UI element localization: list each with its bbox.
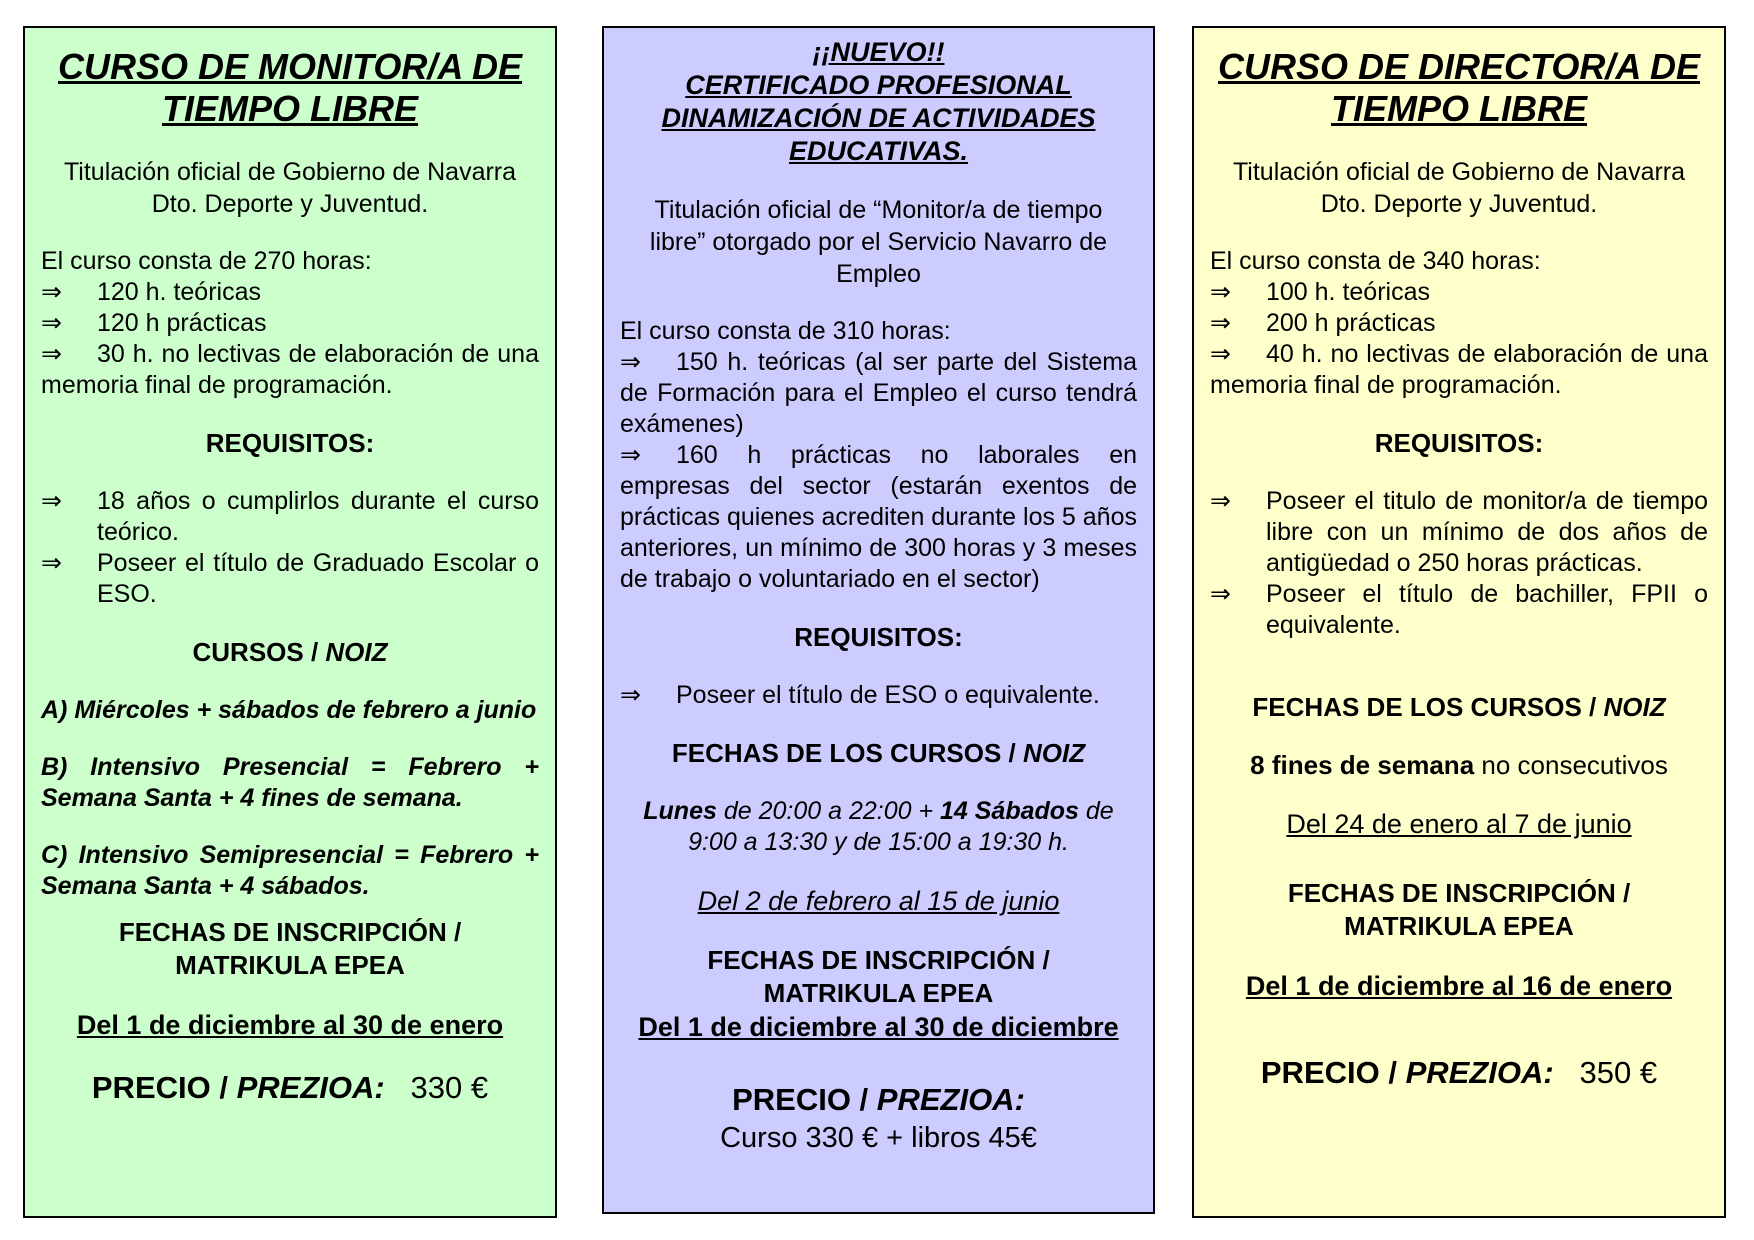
arrow-icon: ⇒ — [41, 487, 62, 515]
monitor-price: PRECIO / PREZIOA: 330 € — [91, 1070, 489, 1105]
director-subtitle-line1: Titulación oficial de Gobierno de Navarra — [1232, 158, 1686, 186]
monitor-courses-title: CURSOS / NOIZ — [192, 637, 388, 667]
arrow-icon: ⇒ — [1210, 580, 1231, 608]
director-requirement-item: ⇒ Poseer el título de bachiller, FPII o equivalente. — [1210, 580, 1708, 639]
arrow-icon: ⇒ — [41, 309, 62, 337]
monitor-requirements-title: REQUISITOS: — [205, 428, 375, 458]
certificado-hours-item: ⇒ 160 h prácticas no laborales en empresas del sector (estarán exentos de prácticas quienes acrediten durante los 5 años anteriores, un mínimo de 300 horas y 3 meses de trabajo o voluntariado en el sector) — [620, 441, 1137, 593]
certificado-panel — [602, 26, 1155, 1214]
director-weekends: 8 fines de semana no consecutivos — [1250, 750, 1668, 780]
monitor-requirement-item: ⇒ Poseer el título de Graduado Escolar o ESO. — [41, 549, 539, 608]
arrow-icon: ⇒ — [620, 681, 641, 709]
monitor-enrollment-dates: Del 1 de diciembre al 30 de enero — [76, 1010, 504, 1040]
director-enrollment-dates: Del 1 de diciembre al 16 de enero — [1245, 971, 1673, 1001]
director-requirements-title: REQUISITOS: — [1374, 428, 1544, 458]
director-course-panel — [1192, 26, 1726, 1218]
certificado-title-line2: DINAMIZACIÓN DE ACTIVIDADES — [661, 103, 1096, 133]
certificado-price-label: PRECIO / PREZIOA: — [732, 1082, 1025, 1117]
monitor-requirement-item: ⇒ 18 años o cumplirlos durante el curso teórico. — [41, 487, 539, 546]
monitor-course-option: C) Intensivo Semipresencial = Febrero + Semana Santa + 4 sábados. — [41, 841, 539, 900]
certificado-dates-title: FECHAS DE LOS CURSOS / NOIZ — [671, 738, 1086, 768]
arrow-icon: ⇒ — [1210, 340, 1231, 368]
monitor-subtitle-line1: Titulación oficial de Gobierno de Navarra — [63, 158, 517, 186]
monitor-enrollment-title-line2: MATRIKULA EPEA — [175, 950, 405, 980]
arrow-icon: ⇒ — [41, 549, 62, 577]
certificado-schedule: Lunes de 20:00 a 22:00 + 14 Sábados de 9:00 a 13:30 y de 15:00 a 19:30 h. — [643, 797, 1114, 856]
certificado-price-value: Curso 330 € + libros 45€ — [720, 1122, 1037, 1154]
arrow-icon: ⇒ — [1210, 487, 1231, 515]
director-hours-intro: El curso consta de 340 horas: — [1210, 247, 1541, 275]
director-enrollment-title-line1: FECHAS DE INSCRIPCIÓN / — [1287, 878, 1631, 908]
director-title: CURSO DE DIRECTOR/A DE TIEMPO LIBRE — [1217, 46, 1701, 129]
monitor-hours-item: ⇒ 30 h. no lectivas de elaboración de una memoria final de programación. — [41, 340, 539, 399]
certificado-hours-intro: El curso consta de 310 horas: — [620, 317, 951, 345]
arrow-icon: ⇒ — [41, 340, 62, 368]
director-hours-item: ⇒ 200 h prácticas — [1210, 309, 1436, 337]
certificado-hours-item: ⇒ 150 h. teóricas (al ser parte del Sistema de Formación para el Empleo el curso tendrá exámenes) — [620, 348, 1137, 438]
monitor-enrollment-title-line1: FECHAS DE INSCRIPCIÓN / — [118, 917, 462, 947]
certificado-title-line3: EDUCATIVAS. — [788, 136, 969, 166]
monitor-title: CURSO DE MONITOR/A DE TIEMPO LIBRE — [57, 46, 523, 129]
certificado-course-dates: Del 2 de febrero al 15 de junio — [697, 886, 1060, 916]
monitor-course-option: B) Intensivo Presencial = Febrero + Semana Santa + 4 fines de semana. — [41, 753, 539, 812]
monitor-hours-intro: El curso consta de 270 horas: — [41, 247, 372, 275]
director-hours-item: ⇒ 100 h. teóricas — [1210, 278, 1430, 306]
arrow-icon: ⇒ — [1210, 278, 1231, 306]
certificado-enrollment-dates: Del 1 de diciembre al 30 de diciembre — [638, 1012, 1119, 1042]
director-requirement-item: ⇒ Poseer el titulo de monitor/a de tiempo libre con un mínimo de dos años de antigüedad o 250 horas prácticas. — [1210, 487, 1708, 577]
director-course-dates: Del 24 de enero al 7 de junio — [1286, 809, 1632, 839]
monitor-hours-item: ⇒ 120 h prácticas — [41, 309, 267, 337]
monitor-course-panel — [23, 26, 557, 1218]
director-hours-item: ⇒ 40 h. no lectivas de elaboración de una memoria final de programación. — [1210, 340, 1708, 399]
director-price: PRECIO / PREZIOA: 350 € — [1260, 1055, 1658, 1090]
monitor-subtitle-line2: Dto. Deporte y Juventud. — [151, 190, 429, 218]
certificado-new-tag: ¡¡NUEVO!! — [812, 37, 945, 67]
arrow-icon: ⇒ — [620, 348, 641, 376]
director-dates-title: FECHAS DE LOS CURSOS / NOIZ — [1252, 692, 1666, 722]
arrow-icon: ⇒ — [41, 278, 62, 306]
monitor-course-option: A) Miércoles + sábados de febrero a junio — [41, 696, 537, 724]
certificado-enrollment-title-line2: MATRIKULA EPEA — [763, 978, 994, 1008]
arrow-icon: ⇒ — [620, 441, 641, 469]
arrow-icon: ⇒ — [1210, 309, 1231, 337]
certificado-enrollment-title-line1: FECHAS DE INSCRIPCIÓN / — [707, 945, 1050, 975]
certificado-title-line1: CERTIFICADO PROFESIONAL — [685, 70, 1072, 100]
certificado-requirement-item: ⇒ Poseer el título de ESO o equivalente. — [620, 681, 1100, 709]
director-subtitle-line2: Dto. Deporte y Juventud. — [1320, 190, 1598, 218]
monitor-hours-item: ⇒ 120 h. teóricas — [41, 278, 261, 306]
certificado-subtitle: Titulación oficial de “Monitor/a de tiempo libre” otorgado por el Servicio Navarro de Empleo — [649, 196, 1108, 288]
director-enrollment-title-line2: MATRIKULA EPEA — [1344, 911, 1574, 941]
certificado-requirements-title: REQUISITOS: — [794, 622, 963, 652]
